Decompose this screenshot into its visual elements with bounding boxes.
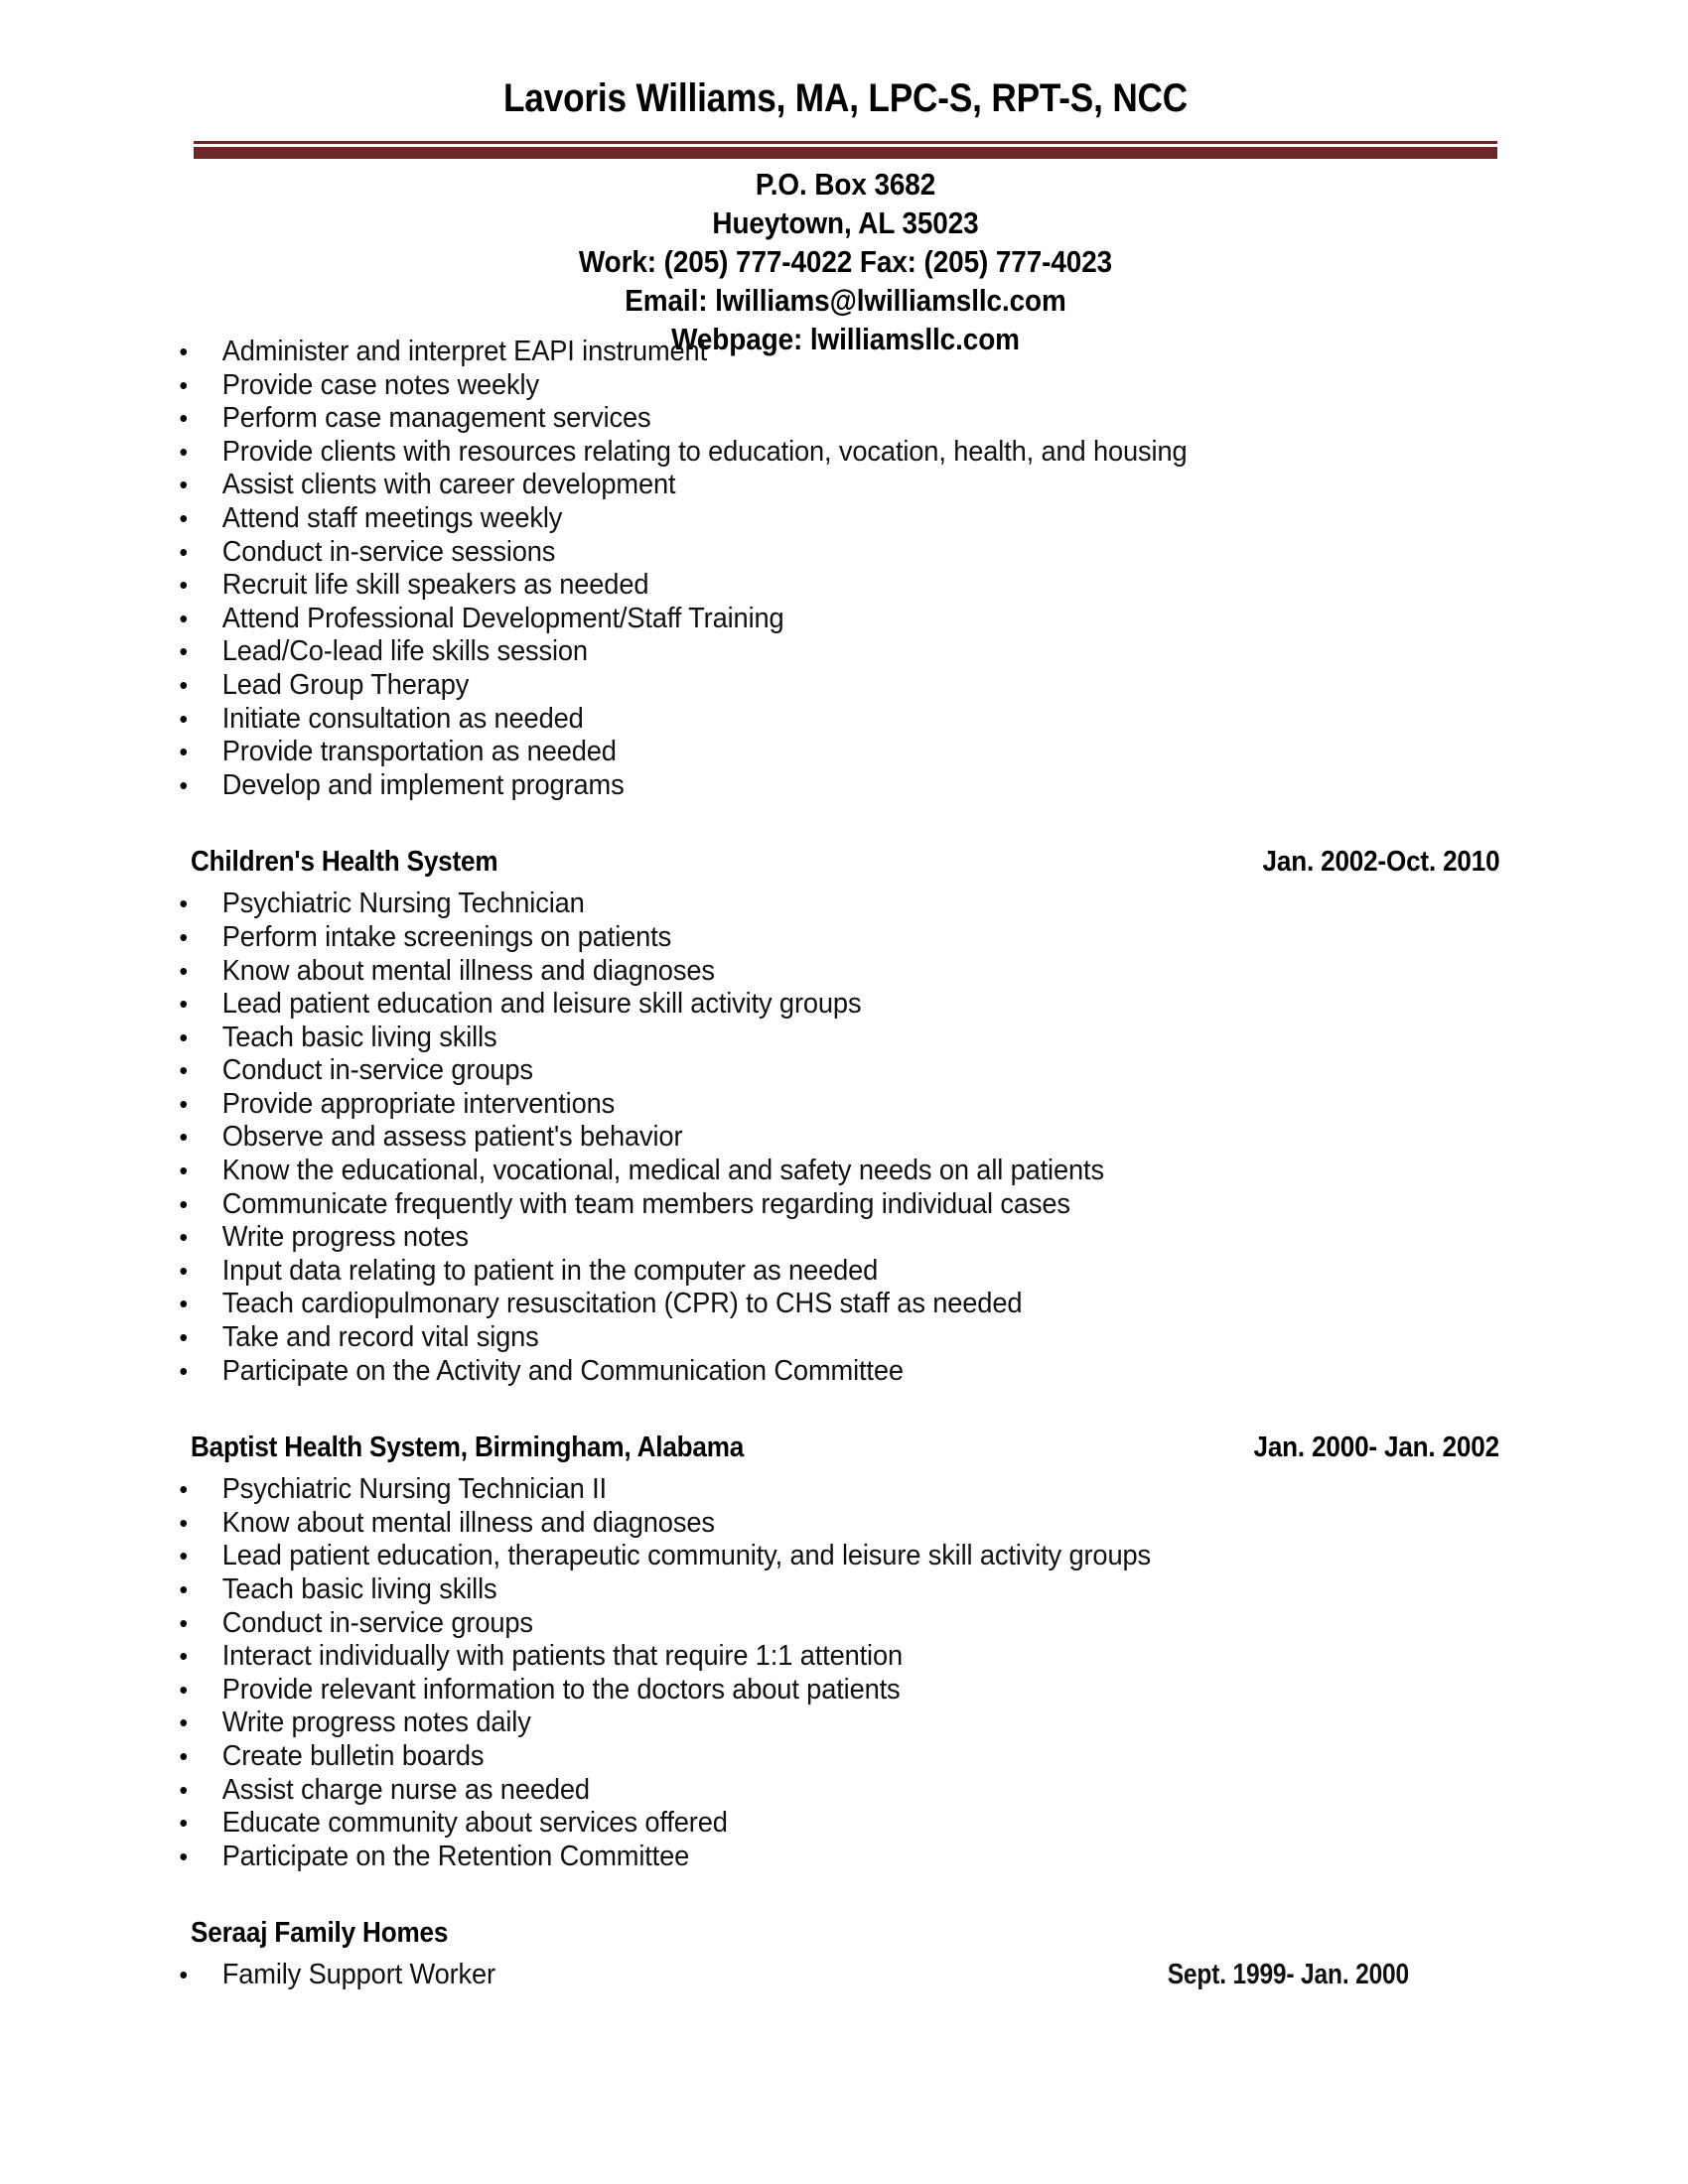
list-item	[0, 1540, 1587, 1573]
list-item-label: Observe and assess patient's behavior	[221, 1121, 683, 1154]
bullet-dot-icon: •	[179, 1574, 188, 1604]
list-item	[0, 1640, 1587, 1674]
bullet-dot-icon: •	[179, 955, 188, 986]
bullet-dot-icon: •	[179, 1289, 188, 1319]
list-item	[0, 736, 1587, 769]
list-item-label: Know about mental illness and diagnoses	[221, 954, 715, 987]
contact-line-email: Email: lwilliams@lwilliamsllc.com	[625, 283, 1066, 318]
section-title: Children's Health System	[191, 846, 498, 879]
bullet-dot-icon: •	[179, 1674, 188, 1705]
bullet-dot-icon: •	[179, 1641, 188, 1672]
section-title: Seraaj Family Homes	[191, 1917, 449, 1950]
bullet-dot-icon: •	[179, 470, 188, 500]
list-item	[0, 1674, 1587, 1707]
list-item	[0, 1288, 1587, 1321]
bullet-dot-icon: •	[179, 669, 188, 700]
section-date: Jan. 2000- Jan. 2002	[1253, 1432, 1499, 1464]
bullet-dot-icon: •	[179, 1960, 188, 1990]
list-item	[0, 536, 1587, 570]
bullet-dot-icon: •	[179, 1122, 188, 1153]
list-item-label: Write progress notes daily	[221, 1706, 531, 1739]
section-header-seraaj-family-homes	[191, 1917, 1499, 1959]
contact-line-address-po-box: P.O. Box 3682	[755, 167, 936, 202]
list-item	[0, 469, 1587, 502]
list-item-label: Provide clients with resources relating to education, vocation, health, and housing	[221, 435, 1188, 468]
list-item	[0, 1255, 1587, 1289]
list-item	[0, 1607, 1587, 1641]
list-item-label: Participate on the Activity and Communication Committee	[221, 1354, 904, 1387]
list-item	[0, 1355, 1587, 1389]
list-item	[0, 436, 1587, 470]
list-item	[0, 502, 1587, 536]
list-item-label: Conduct in-service groups	[221, 1606, 533, 1639]
bullet-list-continued-duties	[0, 336, 1688, 802]
list-item-label: Know the educational, vocational, medical and safety needs on all patients	[221, 1155, 1104, 1187]
list-item-label: Conduct in-service groups	[221, 1054, 533, 1087]
list-item	[0, 1054, 1587, 1088]
list-item-label: Psychiatric Nursing Technician II	[221, 1473, 607, 1506]
list-item	[0, 402, 1587, 436]
resume-body	[0, 336, 1688, 1992]
list-item	[0, 1088, 1587, 1122]
bullet-dot-icon: •	[179, 1022, 188, 1052]
list-item-label: Interact individually with patients that require 1:1 attention	[221, 1640, 904, 1673]
section-spacer	[0, 1388, 1688, 1432]
list-item-label: Lead Group Therapy	[221, 668, 470, 701]
list-item-label: Lead/Co-lead life skills session	[221, 635, 588, 668]
bullet-dot-icon: •	[179, 769, 188, 800]
list-item	[0, 1740, 1587, 1774]
bullet-list-childrens-health-system	[0, 887, 1688, 1388]
list-item-label: Take and record vital signs	[221, 1321, 539, 1354]
bullet-dot-icon: •	[179, 1841, 188, 1871]
contact-line-phone-fax: Work: (205) 777-4022 Fax: (205) 777-4023	[578, 244, 1113, 279]
list-item	[0, 1507, 1587, 1541]
bullet-dot-icon: •	[179, 436, 188, 467]
list-item-label: Provide relevant information to the doctors about patients	[221, 1673, 901, 1706]
bullet-dot-icon: •	[179, 703, 188, 734]
list-item	[0, 336, 1587, 369]
list-item	[0, 955, 1587, 989]
list-item	[0, 703, 1587, 737]
bullet-dot-icon: •	[179, 1222, 188, 1253]
list-item	[0, 1959, 1587, 1992]
section-header-baptist-health-system	[191, 1432, 1499, 1473]
bullet-dot-icon: •	[179, 1774, 188, 1805]
list-item	[0, 1473, 1587, 1507]
list-item	[0, 921, 1587, 955]
bullet-dot-icon: •	[179, 1088, 188, 1119]
section-title: Baptist Health System, Birmingham, Alabama	[191, 1432, 745, 1464]
list-item-label: Write progress notes	[221, 1221, 469, 1254]
list-item-label: Attend staff meetings weekly	[221, 501, 563, 534]
list-item-label: Assist charge nurse as needed	[221, 1773, 590, 1806]
bullet-dot-icon: •	[179, 603, 188, 633]
list-item	[0, 1321, 1587, 1355]
list-item	[0, 887, 1587, 921]
bullet-dot-icon: •	[179, 1055, 188, 1086]
list-item-label: Communicate frequently with team members regarding individual cases	[221, 1187, 1070, 1220]
bullet-dot-icon: •	[179, 536, 188, 567]
bullet-list-seraaj-family-homes	[0, 1959, 1688, 1992]
bullet-dot-icon: •	[179, 1322, 188, 1353]
section-header-childrens-health-system	[191, 846, 1499, 887]
bullet-list-baptist-health-system	[0, 1473, 1688, 1873]
divider-thick-bar	[194, 147, 1497, 159]
list-item-label: Provide appropriate interventions	[221, 1087, 616, 1120]
list-item	[0, 1188, 1587, 1222]
bullet-dot-icon: •	[179, 337, 188, 366]
list-item	[0, 635, 1587, 669]
bullet-dot-icon: •	[179, 1188, 188, 1219]
list-item-label: Participate on the Retention Committee	[221, 1840, 690, 1872]
list-item-label: Recruit life skill speakers as needed	[221, 569, 649, 602]
bullet-dot-icon: •	[179, 369, 188, 400]
bullet-dot-icon: •	[179, 1156, 188, 1186]
list-item-label: Attend Professional Development/Staff Training	[221, 602, 784, 634]
list-item-label: Perform case management services	[221, 402, 651, 435]
bullet-dot-icon: •	[179, 1607, 188, 1638]
list-item-label: Family Support Worker	[221, 1959, 495, 1991]
bullet-dot-icon: •	[179, 888, 188, 919]
list-item-label: Educate community about services offered	[221, 1807, 728, 1840]
list-item-label: Psychiatric Nursing Technician	[221, 887, 585, 920]
bullet-dot-icon: •	[179, 1255, 188, 1286]
bullet-dot-icon: •	[179, 502, 188, 533]
list-item-label: Develop and implement programs	[221, 768, 625, 801]
list-item-label: Teach cardiopulmonary resuscitation (CPR) to CHS staff as needed	[221, 1288, 1023, 1320]
list-item-label: Teach basic living skills	[221, 1573, 497, 1605]
list-item-label: Initiate consultation as needed	[221, 702, 584, 735]
list-item	[0, 1807, 1587, 1841]
list-item-date: Sept. 1999- Jan. 2000	[1168, 1959, 1410, 1991]
bullet-dot-icon: •	[179, 1707, 188, 1738]
divider-thin-line	[194, 141, 1497, 144]
list-item	[0, 1573, 1587, 1607]
section-spacer	[0, 1873, 1688, 1917]
list-item-label: Teach basic living skills	[221, 1021, 497, 1053]
list-item	[0, 569, 1587, 603]
list-item-label: Conduct in-service sessions	[221, 535, 556, 568]
contact-line-city-state-zip: Hueytown, AL 35023	[712, 205, 979, 240]
list-item-label: Lead patient education and leisure skill activity groups	[221, 988, 862, 1021]
list-item-label: Perform intake screenings on patients	[221, 920, 672, 953]
contact-line-webpage: Webpage: lwilliamsllc.com	[671, 322, 1020, 356]
list-item	[0, 369, 1587, 403]
bullet-dot-icon: •	[179, 1808, 188, 1839]
list-item	[0, 1774, 1587, 1808]
bullet-dot-icon: •	[179, 1541, 188, 1571]
list-item-label: Lead patient education, therapeutic community, and leisure skill activity groups	[221, 1540, 1151, 1572]
bullet-dot-icon: •	[179, 570, 188, 601]
list-item	[0, 769, 1587, 803]
header-divider	[194, 141, 1497, 161]
list-item	[0, 1022, 1587, 1055]
list-item	[0, 603, 1587, 636]
bullet-dot-icon: •	[179, 403, 188, 434]
bullet-dot-icon: •	[179, 1474, 188, 1505]
list-item	[0, 1841, 1587, 1874]
list-item	[0, 1121, 1587, 1155]
page-title: Lavoris Williams, MA, LPC-S, RPT-S, NCC	[502, 76, 1189, 120]
list-item	[0, 669, 1587, 703]
bullet-dot-icon: •	[179, 1507, 188, 1538]
bullet-dot-icon: •	[179, 1355, 188, 1386]
bullet-dot-icon: •	[179, 989, 188, 1020]
section-spacer	[0, 802, 1688, 846]
contact-block	[194, 165, 1497, 358]
bullet-dot-icon: •	[179, 737, 188, 767]
list-item	[0, 1221, 1587, 1255]
list-item-label: Provide transportation as needed	[221, 736, 617, 768]
bullet-dot-icon: •	[179, 636, 188, 667]
bullet-dot-icon: •	[179, 1740, 188, 1771]
list-item-label: Create bulletin boards	[221, 1739, 485, 1772]
bullet-dot-icon: •	[179, 921, 188, 952]
section-date: Jan. 2002-Oct. 2010	[1262, 846, 1499, 879]
list-item	[0, 1155, 1587, 1188]
list-item-label: Administer and interpret EAPI instrument	[221, 336, 708, 367]
list-item-label: Assist clients with career development	[221, 469, 676, 501]
list-item	[0, 988, 1587, 1022]
list-item	[0, 1706, 1587, 1740]
list-item-label: Input data relating to patient in the computer as needed	[221, 1254, 879, 1287]
list-item-label: Know about mental illness and diagnoses	[221, 1506, 715, 1539]
list-item-label: Provide case notes weekly	[221, 368, 539, 401]
